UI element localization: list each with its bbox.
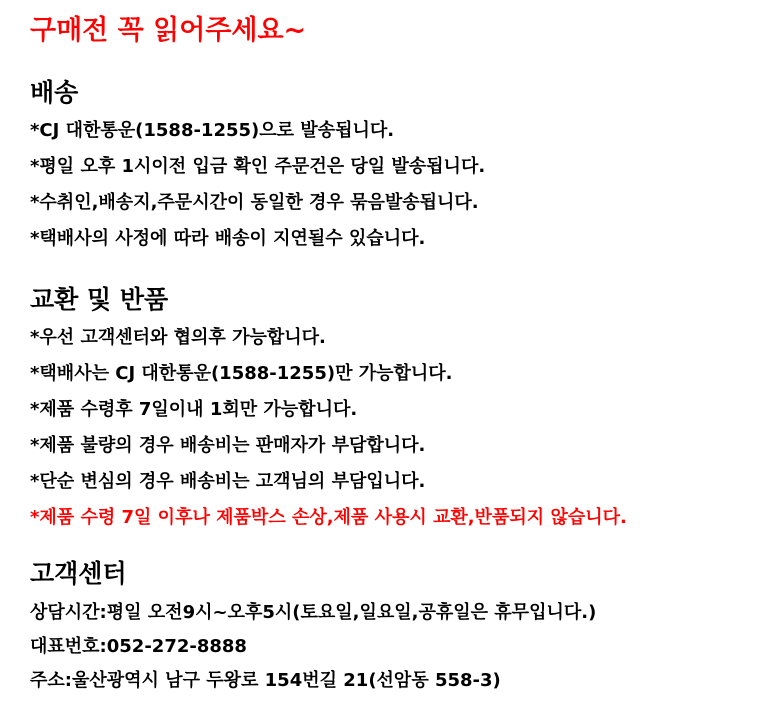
shipping-section	[30, 77, 770, 257]
exchange-section	[30, 284, 770, 536]
support-heading: 고객센터	[30, 559, 127, 588]
support-phone: 대표번호:052-272-8888	[30, 636, 247, 657]
shipping-line-same-day: *평일 오후 1시이전 입금 확인 주문건은 당일 발송됩니다.	[30, 156, 486, 177]
exchange-line-consult: *우선 고객센터와 협의후 가능합니다.	[30, 327, 326, 348]
exchange-line-period: *제품 수령후 7일이내 1회만 가능합니다.	[30, 399, 358, 420]
exchange-line-change-of-mind: *단순 변심의 경우 배송비는 고객님의 부담입니다.	[30, 471, 426, 492]
shipping-line-delay: *택배사의 사정에 따라 배송이 지연될수 있습니다.	[30, 228, 426, 249]
shipping-line-carrier: *CJ 대한통운(1588-1255)으로 발송됩니다.	[30, 120, 395, 141]
shipping-heading: 배송	[30, 78, 79, 107]
support-hours: 상담시간:평일 오전9시~오후5시(토요일,일요일,공휴일은 휴무입니다.)	[30, 602, 597, 623]
support-address: 주소:울산광역시 남구 두왕로 154번길 21(선암동 558-3)	[30, 670, 501, 691]
shipping-line-bundle: *수취인,배송지,주문시간이 동일한 경우 묶음발송됩니다.	[30, 192, 479, 213]
exchange-heading: 교환 및 반품	[30, 285, 169, 314]
notice-title: 구매전 꼭 읽어주세요~	[30, 15, 307, 46]
exchange-line-carrier: *택배사는 CJ 대한통운(1588-1255)만 가능합니다.	[30, 363, 453, 384]
support-section	[30, 558, 770, 698]
exchange-line-defect: *제품 불량의 경우 배송비는 판매자가 부담합니다.	[30, 435, 426, 456]
exchange-warning: *제품 수령 7일 이후나 제품박스 손상,제품 사용시 교환,반품되지 않습니다.	[30, 507, 627, 528]
